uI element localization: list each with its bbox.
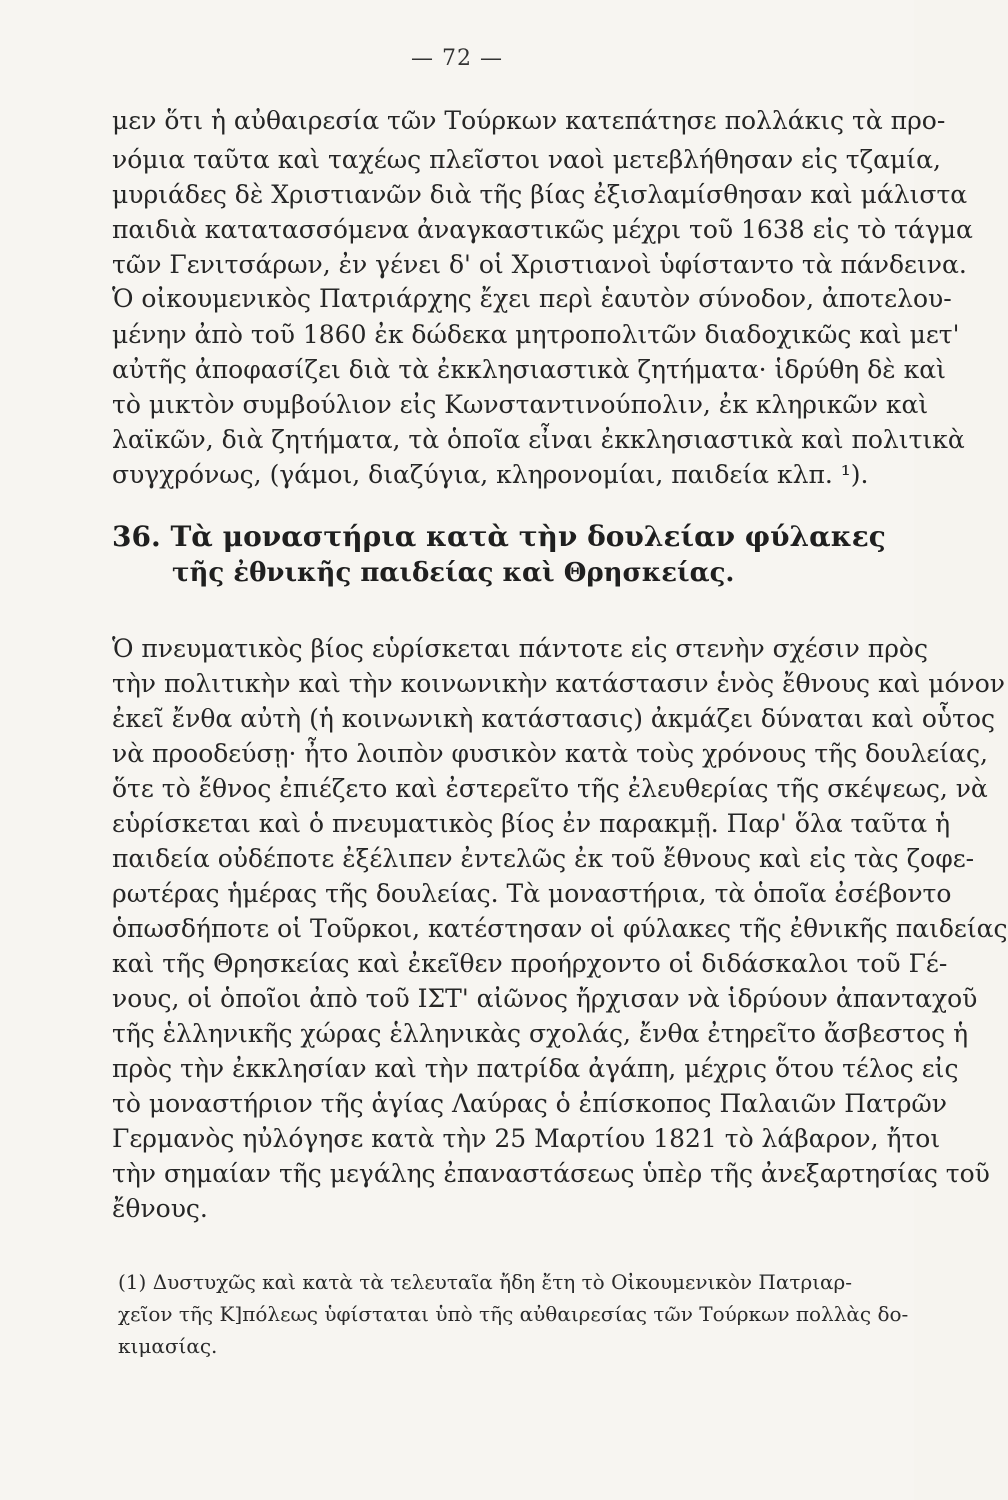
paragraph-line: τὸ μικτὸν συμβούλιον εἰς Κωνσταντινούπολιν, ἐκ κληρικῶν καὶ — [112, 390, 929, 419]
paragraph-line: τῶν Γενιτσάρων, ἐν γένει δ' οἱ Χριστιανοὶ ὑφίσταντο τὰ πάνδεινα. — [112, 250, 967, 279]
section-heading-line-2: τῆς ἐθνικῆς παιδείας καὶ Θρησκείας. — [172, 558, 735, 588]
paragraph-line: ὁπωσδήποτε οἱ Τοῦρκοι, κατέστησαν οἱ φύλακες τῆς ἐθνικῆς παιδείας — [112, 914, 1008, 943]
paragraph-line: τῆς ἑλληνικῆς χώρας ἑλληνικὰς σχολάς, ἔνθα ἐτηρεῖτο ἄσβεστος ἡ — [112, 1019, 969, 1048]
paragraph-line: λαϊκῶν, διὰ ζητήματα, τὰ ὁποῖα εἶναι ἐκκλησιαστικὰ καὶ πολιτικὰ — [112, 425, 965, 454]
paragraph-line: Ὁ οἰκουμενικὸς Πατριάρχης ἔχει περὶ ἑαυτὸν σύνοδον, ἀποτελου- — [112, 284, 952, 313]
paragraph-line: νους, οἱ ὁποῖοι ἀπὸ τοῦ ΙΣΤ' αἰῶνος ἤρχισαν νὰ ἱδρύουν ἀπανταχοῦ — [112, 984, 978, 1013]
paragraph-line: εὑρίσκεται καὶ ὁ πνευματικὸς βίος ἐν παρακμῇ. Παρ' ὅλα ταῦτα ἡ — [112, 809, 951, 838]
paragraph-line: παιδεία οὐδέποτε ἐξέλιπεν ἐντελῶς ἐκ τοῦ ἔθνους καὶ εἰς τὰς ζοφε- — [112, 844, 975, 873]
footnote-line: (1) Δυστυχῶς καὶ κατὰ τὰ τελευταῖα ἤδη ἔτη τὸ Οἰκουμενικὸν Πατριαρ- — [118, 1270, 853, 1294]
paragraph-line: μένην ἀπὸ τοῦ 1860 ἐκ δώδεκα μητροπολιτῶν διαδοχικῶς καὶ μετ' — [112, 320, 960, 349]
footnote-divider — [112, 1252, 412, 1253]
paragraph-line: πρὸς τὴν ἐκκλησίαν καὶ τὴν πατρίδα ἀγάπη, μέχρις ὅτου τέλος εἰς — [112, 1054, 959, 1083]
paragraph-line: καὶ τῆς Θρησκείας καὶ ἐκεῖθεν προήρχοντο οἱ διδάσκαλοι τοῦ Γέ- — [112, 949, 948, 978]
paragraph-line: Ὁ πνευματικὸς βίος εὑρίσκεται πάντοτε εἰς στενὴν σχέσιν πρὸς — [112, 634, 928, 663]
paragraph-line: αὐτῆς ἀποφασίζει διὰ τὰ ἐκκλησιαστικὰ ζητήματα· ἱδρύθη δὲ καὶ — [112, 355, 946, 384]
paragraph-line: Γερμανὸς ηὐλόγησε κατὰ τὴν 25 Μαρτίου 1821 τὸ λάβαρον, ἤτοι — [112, 1124, 941, 1153]
paragraph-line: ἐκεῖ ἔνθα αὐτὴ (ἡ κοινωνικὴ κατάστασις) ἀκμάζει δύναται καὶ οὗτος — [112, 704, 995, 733]
paragraph-line: τὸ μοναστήριον τῆς ἁγίας Λαύρας ὁ ἐπίσκοπος Παλαιῶν Πατρῶν — [112, 1089, 948, 1118]
paragraph-line: ἔθνους. — [112, 1194, 208, 1223]
paragraph-line: νὰ προοδεύσῃ· ἦτο λοιπὸν φυσικὸν κατὰ τοὺς χρόνους τῆς δουλείας, — [112, 739, 988, 768]
paragraph-line: τὴν σημαίαν τῆς μεγάλης ἐπαναστάσεως ὑπὲρ τῆς ἀνεξαρτησίας τοῦ — [112, 1159, 990, 1188]
paragraph-line: μεν ὅτι ἡ αὐθαιρεσία τῶν Τούρκων κατεπάτησε πολλάκις τὰ προ- — [112, 106, 946, 135]
paragraph-line: συγχρόνως, (γάμοι, διαζύγια, κληρονομίαι, παιδεία κλπ. ¹). — [112, 460, 869, 489]
page-number: — 72 — — [411, 46, 503, 71]
footnote-line: χεῖον τῆς Κ]πόλεως ὑφίσταται ὑπὸ τῆς αὐθαιρεσίας τῶν Τούρκων πολλὰς δο- — [118, 1302, 909, 1326]
paragraph-line: παιδιὰ κατατασσόμενα ἀναγκαστικῶς μέχρι τοῦ 1638 εἰς τὸ τάγμα — [112, 215, 973, 244]
paragraph-line: νόμια ταῦτα καὶ ταχέως πλεῖστοι ναοὶ μετεβλήθησαν εἰς τζαμία, — [112, 145, 941, 174]
paragraph-line: μυριάδες δὲ Χριστιανῶν διὰ τῆς βίας ἐξισλαμίσθησαν καὶ μάλιστα — [112, 180, 968, 209]
section-heading-line-1: 36. Τὰ μοναστήρια κατὰ τὴν δουλείαν φύλακες — [112, 520, 886, 553]
paragraph-line: τὴν πολιτικὴν καὶ τὴν κοινωνικὴν κατάστασιν ἑνὸς ἔθνους καὶ μόνον — [112, 669, 1005, 698]
paragraph-line: ρωτέρας ἡμέρας τῆς δουλείας. Τὰ μοναστήρια, τὰ ὁποῖα ἐσέβοντο — [112, 879, 952, 908]
footnote-line: κιμασίας. — [118, 1334, 218, 1358]
paragraph-line: ὅτε τὸ ἔθνος ἐπιέζετο καὶ ἐστερεῖτο τῆς ἐλευθερίας τῆς σκέψεως, νὰ — [112, 774, 988, 803]
